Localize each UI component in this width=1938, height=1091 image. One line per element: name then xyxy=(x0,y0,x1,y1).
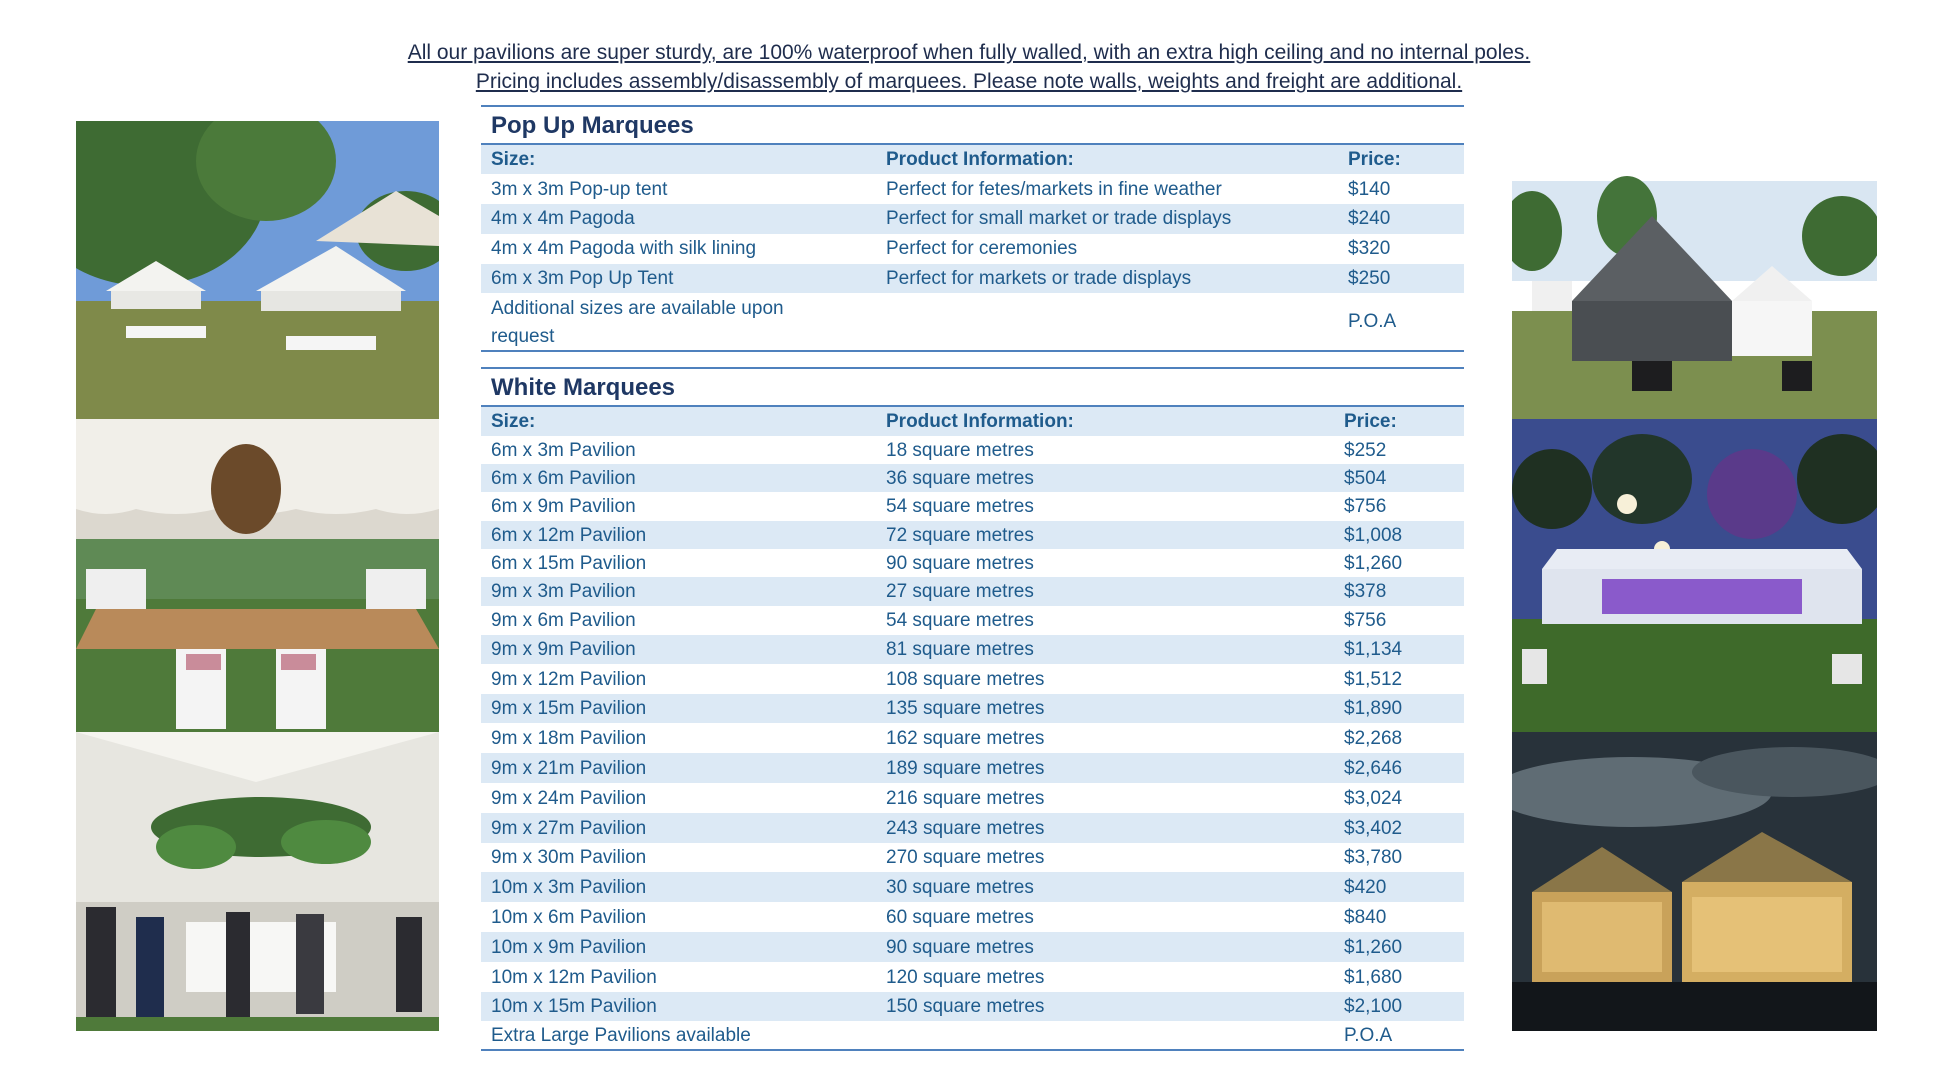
row-price: $420 xyxy=(1344,877,1387,898)
row-price: $504 xyxy=(1344,468,1387,489)
row-info: 90 square metres xyxy=(886,937,1034,958)
row-info: 18 square metres xyxy=(886,440,1034,461)
row-info: Perfect for markets or trade displays xyxy=(886,268,1192,289)
row-info: 162 square metres xyxy=(886,728,1045,749)
row-info: 135 square metres xyxy=(886,698,1045,719)
photo-lit-marquees-dusk xyxy=(1512,732,1877,1031)
row-size: 10m x 15m Pavilion xyxy=(491,996,657,1017)
row-price: $320 xyxy=(1348,238,1391,259)
row-size: 9m x 27m Pavilion xyxy=(491,818,647,839)
row-price: $2,268 xyxy=(1344,728,1403,749)
table-row xyxy=(481,293,1464,352)
white-rows xyxy=(481,436,1464,1021)
row-size: 6m x 9m Pavilion xyxy=(491,496,636,517)
table-row xyxy=(481,204,1464,234)
row-size: 9m x 21m Pavilion xyxy=(491,758,647,779)
table-row xyxy=(481,783,1464,813)
header-size: Size: xyxy=(491,411,536,432)
header-price: Price: xyxy=(1344,411,1397,432)
row-info: 54 square metres xyxy=(886,496,1034,517)
row-size: 6m x 15m Pavilion xyxy=(491,553,647,574)
row-price: $1,260 xyxy=(1344,553,1403,574)
row-size-line-1: Additional sizes are available upon xyxy=(491,298,784,319)
photo-night-garden-marquee xyxy=(1512,419,1877,732)
row-info: 72 square metres xyxy=(886,525,1034,546)
row-size: 10m x 3m Pavilion xyxy=(491,877,647,898)
row-price: $1,680 xyxy=(1344,967,1403,988)
table-row xyxy=(481,606,1464,635)
row-price: $756 xyxy=(1344,496,1387,517)
row-info: Perfect for fetes/markets in fine weather xyxy=(886,179,1222,200)
row-size: 9m x 12m Pavilion xyxy=(491,669,647,690)
intro-line-2: Pricing includes assembly/disassembly of marquees. Please note walls, weights and freight are additional. xyxy=(475,70,1463,93)
row-info: 189 square metres xyxy=(886,758,1045,779)
row-info: 54 square metres xyxy=(886,610,1034,631)
table-row xyxy=(481,1021,1464,1051)
row-price: $2,646 xyxy=(1344,758,1403,779)
row-info: 60 square metres xyxy=(886,907,1034,928)
popup-header-row xyxy=(481,145,1464,174)
table-row xyxy=(481,664,1464,694)
row-size: 9m x 18m Pavilion xyxy=(491,728,647,749)
row-info: 81 square metres xyxy=(886,639,1034,660)
white-marquees-title: White Marquees xyxy=(481,367,1464,407)
row-size: 10m x 12m Pavilion xyxy=(491,967,657,988)
row-info: 150 square metres xyxy=(886,996,1045,1017)
white-header-row xyxy=(481,407,1464,436)
row-price: P.O.A xyxy=(1348,311,1397,332)
popup-marquees-title: Pop Up Marquees xyxy=(481,105,1464,145)
row-info: 270 square metres xyxy=(886,847,1045,868)
row-price: $252 xyxy=(1344,440,1387,461)
row-info: 216 square metres xyxy=(886,788,1045,809)
row-size: 9m x 9m Pavilion xyxy=(491,639,636,660)
row-price: $2,100 xyxy=(1344,996,1403,1017)
table-row xyxy=(481,932,1464,962)
header-price: Price: xyxy=(1348,149,1401,170)
table-row xyxy=(481,174,1464,204)
row-price: $240 xyxy=(1348,208,1391,229)
table-row xyxy=(481,753,1464,783)
table-row xyxy=(481,436,1464,464)
row-info: 243 square metres xyxy=(886,818,1045,839)
header-product-information: Product Information: xyxy=(886,411,1074,432)
row-price: $1,890 xyxy=(1344,698,1403,719)
row-price: $3,402 xyxy=(1344,818,1403,839)
row-price: $1,008 xyxy=(1344,525,1403,546)
row-price: $378 xyxy=(1344,581,1387,602)
table-row xyxy=(481,962,1464,992)
row-size: 10m x 9m Pavilion xyxy=(491,937,647,958)
row-info: 120 square metres xyxy=(886,967,1045,988)
table-row xyxy=(481,813,1464,843)
row-info: 30 square metres xyxy=(886,877,1034,898)
row-size: Extra Large Pavilions available xyxy=(491,1025,751,1046)
table-row xyxy=(481,843,1464,872)
row-price: $840 xyxy=(1344,907,1387,928)
row-size-line-2: request xyxy=(491,326,555,347)
row-info: 108 square metres xyxy=(886,669,1045,690)
row-size: 6m x 12m Pavilion xyxy=(491,525,647,546)
row-price: $1,134 xyxy=(1344,639,1403,660)
photo-wedding-table xyxy=(76,419,439,732)
row-size: 9m x 3m Pavilion xyxy=(491,581,636,602)
table-row xyxy=(481,872,1464,902)
row-info: Perfect for ceremonies xyxy=(886,238,1078,259)
row-size: 10m x 6m Pavilion xyxy=(491,907,647,928)
header-product-information: Product Information: xyxy=(886,149,1074,170)
row-price: $1,512 xyxy=(1344,669,1403,690)
row-size: 9m x 24m Pavilion xyxy=(491,788,647,809)
row-info: 90 square metres xyxy=(886,553,1034,574)
table-row xyxy=(481,521,1464,549)
table-row xyxy=(481,723,1464,753)
table-row xyxy=(481,549,1464,577)
intro-line-1: All our pavilions are super sturdy, are 100% waterproof when fully walled, with an extra high ceiling and no internal poles. xyxy=(407,41,1531,64)
row-size: 4m x 4m Pagoda xyxy=(491,208,635,229)
photo-marquee-interior-greenery xyxy=(76,732,439,1031)
row-size: 6m x 3m Pavilion xyxy=(491,440,636,461)
table-row xyxy=(481,635,1464,664)
table-row xyxy=(481,492,1464,521)
photo-popup-marquees-park xyxy=(76,121,439,419)
table-row xyxy=(481,464,1464,492)
white-marquees-table xyxy=(481,367,1464,1051)
row-size: 3m x 3m Pop-up tent xyxy=(491,179,668,200)
row-price: $250 xyxy=(1348,268,1391,289)
row-info: 27 square metres xyxy=(886,581,1034,602)
row-info: 36 square metres xyxy=(886,468,1034,489)
row-info: Perfect for small market or trade displays xyxy=(886,208,1232,229)
row-size: 9m x 6m Pavilion xyxy=(491,610,636,631)
table-row xyxy=(481,577,1464,606)
row-size: 4m x 4m Pagoda with silk lining xyxy=(491,238,757,259)
row-price: $1,260 xyxy=(1344,937,1403,958)
table-row xyxy=(481,234,1464,264)
table-row xyxy=(481,902,1464,932)
table-row xyxy=(481,264,1464,293)
table-row xyxy=(481,992,1464,1021)
row-price: $140 xyxy=(1348,179,1391,200)
photo-stage-marquee xyxy=(1512,121,1877,419)
row-price: $3,780 xyxy=(1344,847,1403,868)
popup-marquees-table xyxy=(481,105,1464,352)
intro-text xyxy=(0,38,1938,96)
row-size: 6m x 3m Pop Up Tent xyxy=(491,268,674,289)
row-size: 9m x 30m Pavilion xyxy=(491,847,647,868)
table-row xyxy=(481,694,1464,723)
row-price: P.O.A xyxy=(1344,1025,1393,1046)
row-price: $756 xyxy=(1344,610,1387,631)
header-size: Size: xyxy=(491,149,536,170)
row-size: 6m x 6m Pavilion xyxy=(491,468,636,489)
row-size: 9m x 15m Pavilion xyxy=(491,698,647,719)
row-price: $3,024 xyxy=(1344,788,1403,809)
